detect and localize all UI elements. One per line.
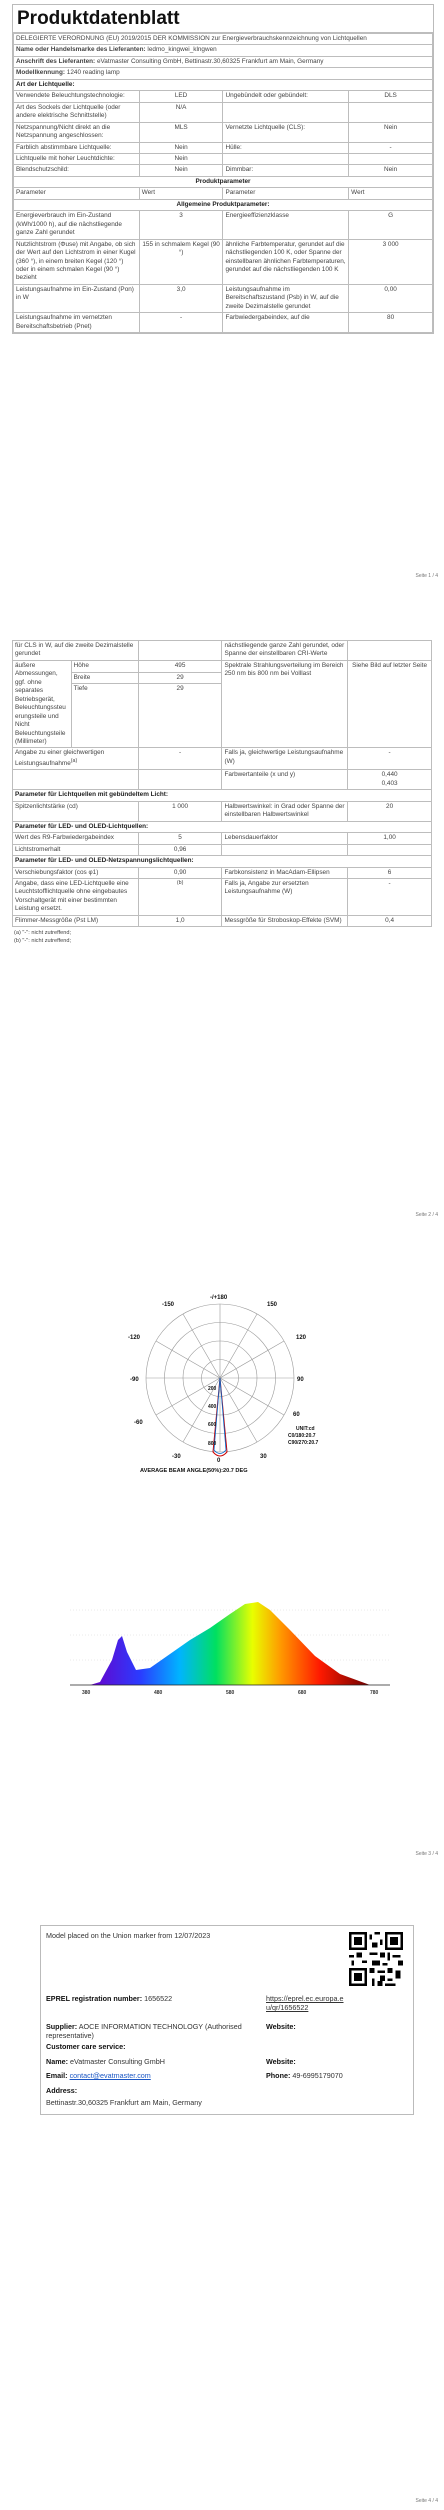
footnote-marker: (a) (70, 757, 78, 764)
supplier-address-label: Anschrift des Lieferanten: (16, 57, 96, 65)
column-header: Wert (139, 188, 223, 199)
product-parameters-header: Produktparameter (14, 176, 433, 187)
footnote-marker: (b) (176, 880, 184, 886)
x-tick-label: 380 (82, 1690, 91, 1696)
table-row (14, 239, 433, 284)
angle-label: -150 (162, 1302, 175, 1308)
table-row (13, 748, 432, 770)
table-row (13, 660, 432, 672)
table-cell: Verschiebungsfaktor (cos φ1) (13, 867, 139, 878)
table-cell: Energieverbrauch im Ein-Zustand (kWh/1000 h), auf die nächstliegende ganze Zahl gerundet (14, 211, 140, 239)
phone-row (266, 2071, 343, 2080)
supplier-table (13, 33, 433, 333)
table-cell: 155 in schmalem Kegel (90 °) (139, 239, 223, 284)
footnote-b: (b) "-": nicht zutreffend; (14, 938, 72, 945)
table-cell: nächstliegende ganze Zahl gerundet, oder Spanne der einstellbaren CRI-Werte (222, 641, 348, 661)
customer-care-label: Customer care service: (46, 2042, 126, 2051)
table-cell: Art des Sockels der Lichtquelle (oder andere elektrische Schnittstelle) (14, 102, 140, 122)
page-number: Seite 4 / 4 (415, 2498, 438, 2504)
dimension-name: Höhe (71, 660, 138, 672)
table-cell: Farbkonsistenz in MacAdam-Ellipsen (222, 867, 348, 878)
table-cell: ähnliche Farbtemperatur, gerundet auf die nächstliegenden 100 K, oder Spanne der einstellbaren ähnlichen Farbtemperaturen, gerundet auf die nächstliegenden 100 K (223, 239, 349, 284)
supplier-value: AOCE INFORMATION TECHNOLOGY (Authorised representative) (46, 2022, 242, 2040)
table-cell: Farbwertanteile (x und y) (222, 770, 348, 790)
website-label-2: Website: (266, 2057, 296, 2066)
table-cell (348, 641, 432, 661)
supplier-label: Supplier: (46, 2022, 78, 2031)
table-cell: 1,0 (138, 915, 222, 926)
column-header: Parameter (223, 188, 349, 199)
table-cell: Falls ja, Angabe zur ersetzten Leistungsaufnahme (W) (222, 879, 348, 916)
table-cell: - (348, 879, 432, 916)
table-cell (349, 102, 433, 122)
beam-angle-caption: AVERAGE BEAM ANGLE(50%):20.7 DEG (140, 1468, 248, 1474)
name-label: Name: (46, 2057, 68, 2066)
angle-label: 150 (267, 1302, 278, 1308)
table-cell (222, 844, 348, 855)
table-cell: Verwendete Beleuchtungstechnologie: (14, 91, 140, 102)
phone-value: 49-6995179070 (292, 2071, 343, 2080)
table-row (13, 879, 432, 916)
table-cell (138, 770, 222, 790)
table-row (14, 165, 433, 176)
eprel-link[interactable]: https://eprel.ec.europa.eu/qr/1656522 (266, 1994, 344, 2012)
dimensions-label: äußere Abmessungen, ggf. ohne separates Betriebsgerät, Beleuchtungssteuerungsteile und Nicht Beleuchtungsteile (Millimeter) (13, 660, 72, 748)
model-row (14, 68, 433, 79)
table-cell: Angabe, dass eine LED-Lichtquelle eine Leuchtstofflichtquelle ohne eingebautes Vorschaltgerät mit einer bestimmten Leistung ersetzt. (13, 879, 139, 916)
table-cell (348, 770, 432, 790)
x-tick-label: 780 (370, 1690, 379, 1696)
phone-label: Phone: (266, 2071, 291, 2080)
eprel-label: EPREL registration number: (46, 1994, 143, 2003)
footnote-a: (a) "-": nicht zutreffend; (14, 930, 72, 937)
angle-label: -60 (134, 1420, 143, 1426)
table-cell: Wert des R9-Farbwiedergabeindex (13, 833, 139, 844)
dimension-value: 29 (138, 684, 222, 748)
angle-label: -120 (128, 1335, 141, 1341)
datasheet-page-1 (12, 4, 434, 334)
supplier-name-label: Name oder Handelsmarke des Lieferanten: (16, 46, 146, 54)
table-cell: - (138, 748, 222, 770)
column-header: Wert (349, 188, 433, 199)
directional-header: Parameter für Lichtquellen mit gebündeltem Licht: (13, 790, 432, 801)
table-cell: für CLS in W, auf die zweite Dezimalstelle gerundet (13, 641, 139, 661)
table-row (13, 833, 432, 844)
table-row (14, 142, 433, 153)
spectral-value: Siehe Bild auf letzter Seite (348, 660, 432, 748)
website-label: Website: (266, 2022, 296, 2031)
table-cell (223, 153, 349, 164)
table-cell: Ungebündelt oder gebündelt: (223, 91, 349, 102)
led-header: Parameter für LED- und OLED-Lichtquellen: (13, 821, 432, 832)
qr-code-icon (349, 1932, 403, 1986)
angle-label: 90 (297, 1377, 304, 1383)
table-cell: Energieeffizienzklasse (223, 211, 349, 239)
angle-label: 0 (217, 1458, 221, 1464)
dimension-name: Breite (71, 672, 138, 684)
mains-header: Parameter für LED- und OLED-Netzspannungslichtquellen: (13, 856, 432, 867)
polar-intensity-diagram (100, 1290, 350, 1475)
table-cell (348, 844, 432, 855)
table-cell: 1,00 (348, 833, 432, 844)
chromaticity-y: 0,403 (381, 779, 398, 787)
table-row (13, 844, 432, 855)
page-number: Seite 2 / 4 (415, 1212, 438, 1218)
table-cell: - (349, 142, 433, 153)
spectral-label: Spektrale Strahlungsverteilung im Bereich 250 nm bis 800 nm bei Volllast (222, 660, 348, 748)
table-cell: Messgröße für Stroboskop-Effekte (SVM) (222, 915, 348, 926)
legend-c90: C90/270:20.7 (288, 1440, 319, 1446)
supplier-name-row (14, 45, 433, 56)
x-tick-label: 480 (154, 1690, 163, 1696)
table-cell: Dimmbar: (223, 165, 349, 176)
table-cell: Nutzlichtstrom (Φuse) mit Angabe, ob sich der Wert auf den Lichtstrom in einer Kugel (360 °), in einem breiten Kegel (120 °) oder in einem schmalen Kegel (90 °) bezieht (14, 239, 140, 284)
table-cell: 0,4 (348, 915, 432, 926)
light-source-type-header: Art der Lichtquelle: (14, 79, 433, 90)
table-row (14, 102, 433, 122)
supplier-name-value: ledmo_kingwei_klngwen (147, 46, 217, 54)
table-cell: Vernetzte Lichtquelle (CLS): (223, 122, 349, 142)
email-link[interactable]: contact@evatmaster.com (69, 2071, 151, 2080)
parameters-table-continued (12, 640, 432, 927)
name-value: eVatmaster Consulting GmbH (69, 2057, 165, 2066)
supplier-row (46, 2022, 256, 2040)
table-cell: Nein (139, 165, 223, 176)
placed-on-market-text: Model placed on the Union marker from 12/07/2023 (46, 1931, 211, 1940)
legend-c0: C0/180:20.7 (288, 1433, 316, 1439)
table-cell: 80 (349, 313, 433, 333)
table-row (14, 313, 433, 333)
table-row (14, 122, 433, 142)
table-cell: Leistungsaufnahme im Bereitschaftszustand (Psb) in W, auf die zweite Dezimalstelle gerundet (223, 284, 349, 312)
table-cell: Lichtquelle mit hoher Leuchtdichte: (14, 153, 140, 164)
table-cell: 6 (348, 867, 432, 878)
table-row (14, 211, 433, 239)
table-cell: Farblich abstimmbare Lichtquelle: (14, 142, 140, 153)
table-row (13, 915, 432, 926)
table-cell: Nein (349, 122, 433, 142)
table-row (14, 153, 433, 164)
table-cell (138, 879, 222, 916)
table-cell: Halbwertswinkel: in Grad oder Spanne der einstellbaren Halbwertswinkel (222, 801, 348, 821)
table-cell (223, 102, 349, 122)
table-row (13, 867, 432, 878)
table-cell: Nein (139, 153, 223, 164)
table-cell: 1 000 (138, 801, 222, 821)
angle-label: 60 (293, 1412, 300, 1418)
table-cell: 3 (139, 211, 223, 239)
table-cell: Hülle: (223, 142, 349, 153)
ring-label: 200 (208, 1386, 217, 1392)
table-cell: Nein (139, 142, 223, 153)
angle-label: -/+180 (210, 1295, 228, 1301)
table-cell: 3 000 (349, 239, 433, 284)
table-row (13, 641, 432, 661)
table-cell: Falls ja, gleichwertige Leistungsaufnahme (W) (222, 748, 348, 770)
table-row (13, 801, 432, 821)
table-cell: 20 (348, 801, 432, 821)
eprel-value: 1656522 (144, 1994, 173, 2003)
table-cell: Leistungsaufnahme im Ein-Zustand (Pon) in W (14, 284, 140, 312)
table-row (14, 284, 433, 312)
table-cell: Leistungsaufnahme im vernetzten Bereitschaftsbetrieb (Pnet) (14, 313, 140, 333)
eprel-row (46, 1994, 172, 2003)
table-cell: N/A (139, 102, 223, 122)
page-number: Seite 3 / 4 (415, 1851, 438, 1857)
supplier-address-value: eVatmaster Consulting GmbH, Bettinastr.30,60325 Frankfurt am Main, Germany (96, 57, 324, 65)
model-label: Modellkennung: (16, 69, 65, 77)
angle-label: -30 (172, 1454, 181, 1460)
table-cell (138, 641, 222, 661)
table-cell (13, 770, 139, 790)
eprel-info-box (40, 1925, 414, 2115)
table-cell: DLS (349, 91, 433, 102)
table-cell: MLS (139, 122, 223, 142)
table-cell: Flimmer-Messgröße (Pst LM) (13, 915, 139, 926)
column-header: Parameter (14, 188, 140, 199)
table-cell: 0,90 (138, 867, 222, 878)
datasheet-page-2 (12, 640, 432, 946)
address-label: Address: (46, 2086, 78, 2095)
table-row (13, 770, 432, 790)
table-cell: Netzspannung/Nicht direkt an die Netzspannung angeschlossen: (14, 122, 140, 142)
table-cell: Blendschutzschild: (14, 165, 140, 176)
dimension-value: 29 (138, 672, 222, 684)
ring-label: 400 (208, 1404, 217, 1410)
table-cell: G (349, 211, 433, 239)
address-value: Bettinastr.30,60325 Frankfurt am Main, Germany (46, 2098, 202, 2107)
table-cell: - (139, 313, 223, 333)
x-tick-label: 580 (226, 1690, 235, 1696)
table-cell (13, 748, 139, 770)
angle-label: 30 (260, 1454, 267, 1460)
table-row (14, 91, 433, 102)
table-cell: - (348, 748, 432, 770)
model-value: 1240 reading lamp (66, 69, 120, 77)
spectral-distribution-chart (70, 1590, 390, 1700)
table-cell (349, 153, 433, 164)
table-cell: 5 (138, 833, 222, 844)
regulation-text: DELEGIERTE VERORDNUNG (EU) 2019/2015 DER KOMMISSION zur Energieverbrauchskennzeichnung von Lichtquellen (14, 34, 433, 45)
x-tick-label: 680 (298, 1690, 307, 1696)
table-cell: 0,00 (349, 284, 433, 312)
name-row (46, 2057, 165, 2066)
equivalent-power-label: Angabe zu einer gleichwertigen Leistungsaufnahme (15, 749, 105, 768)
table-cell: 3,0 (139, 284, 223, 312)
email-row (46, 2071, 151, 2080)
supplier-address-row (14, 56, 433, 67)
page-number: Seite 1 / 4 (415, 573, 438, 579)
table-cell: Lebensdauerfaktor (222, 833, 348, 844)
general-parameters-header: Allgemeine Produktparameter: (14, 199, 433, 210)
page-title: Produktdatenblatt (13, 5, 433, 33)
angle-label: -90 (130, 1377, 139, 1383)
dimension-value: 495 (138, 660, 222, 672)
table-cell: 0,96 (138, 844, 222, 855)
legend-unit: UNIT:cd (296, 1426, 315, 1432)
ring-label: 600 (208, 1422, 217, 1428)
table-cell: Farbwiedergabeindex, auf die (223, 313, 349, 333)
email-label: Email: (46, 2071, 68, 2080)
table-cell: LED (139, 91, 223, 102)
dimension-name: Tiefe (71, 684, 138, 748)
table-cell: Spitzenlichtstärke (cd) (13, 801, 139, 821)
table-cell: Lichtstromerhalt (13, 844, 139, 855)
angle-label: 120 (296, 1335, 307, 1341)
chromaticity-x: 0,440 (381, 771, 398, 779)
column-header-row (14, 188, 433, 199)
table-cell: Nein (349, 165, 433, 176)
ring-label: 800 (208, 1441, 217, 1447)
